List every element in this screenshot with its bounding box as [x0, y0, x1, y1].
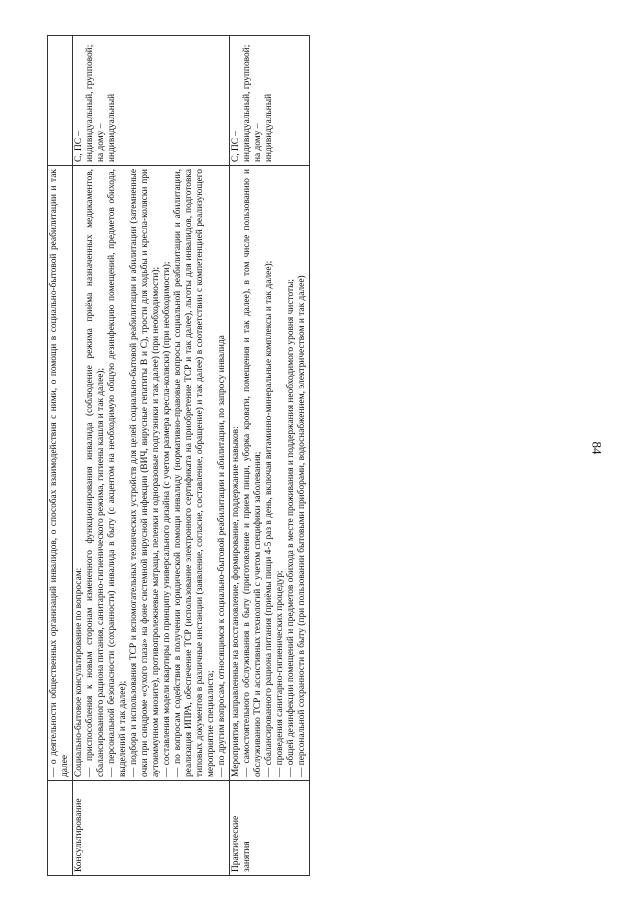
- form-line: индивидуальный, групповой;: [85, 44, 95, 162]
- content-item: — составления модели квартиры по принципу универсального дизайна (с учетом размера кресла-коляски) (при необходимости);: [162, 261, 172, 777]
- form-line: на дому –: [96, 123, 106, 162]
- form-cell: [48, 36, 73, 166]
- content-item: — о деятельности общественных организаций инвалидов, о способах взаимодействия с ними, о помощи в социально-бытовой реабилитации и так далее: [49, 169, 70, 777]
- page-number: 84: [589, 441, 605, 455]
- content-item: — по вопросам содействия в получении юридической помощи инвалиду (нормативно-правовые вопросы социальной реабилитации и абилитации, реализация ИПРА, обеспечение ТСР (использование электронного сертификата на приобретение ТСР и так далее), льготы для инвалидов, подготовка типовых документов в различные инстанции (заявление, согласие, составление, обращение) и так далее) в соответствии с компетенцией реализующего мероприятие специалиста;: [173, 169, 216, 777]
- rehabilitation-table: [47, 35, 310, 876]
- table-row: [48, 36, 73, 876]
- rotated-page-content: [47, 16, 592, 876]
- content-item: — проведения санитарно-гигиенических процедур;: [275, 570, 285, 777]
- content-item: — подбора и использования ТСР и вспомогательных технических устройств для целей социально-бытовой реабилитации и абилитации (затемненные очки при синдроме «сухого глаза» на фоне системной вирусной инфекции (ВИЧ, вирусные гепатиты В и С), трости для ходьбы и кресла-коляски при аутоиммунном миозите), противопролежневые матрацы, пеленки и одноразовые подгузники и так далее) (при необходимости);: [129, 169, 161, 777]
- form-line: индивидуальный, групповой;: [242, 44, 252, 162]
- content-item: — персональной сохранности в быту (при пользовании бытовыми приборами, водоснабжением, электричеством и так далее): [297, 275, 307, 777]
- measure-name-cell: [48, 781, 73, 876]
- measure-name-cell: Консультирование: [73, 781, 230, 876]
- measure-content-cell: [230, 166, 310, 781]
- form-line: на дому –: [253, 123, 263, 162]
- content-item: — приспособления к новым сторонам измененного функционирования инвалида (соблюдение режима приёма назначенных медикаментов, сбалансированного рациона питания, санитарно-гигиенического режима, гигиены кашля и так далее);: [85, 169, 106, 777]
- content-item: — общей дезинфекции помещений и предметов обихода в месте проживания и поддержания необходимого уровня чистоты;: [286, 278, 296, 777]
- form-cell: [230, 36, 310, 166]
- measure-content-cell: [48, 166, 73, 781]
- content-item: Мероприятия, направленные на восстановление, формирование, поддержание навыков:: [231, 426, 241, 777]
- content-item: — сбалансированного рациона питания (приёмы пищи 4-5 раз в день, включая витаминно-минеральные комплексы и так далее);: [264, 260, 274, 777]
- form-line: С, ПС –: [74, 131, 84, 162]
- content-item: — по другим вопросам, относящимся к социально-бытовой реабилитации и абилитации, по запросу инвалида: [217, 335, 227, 777]
- form-line: С, ПС –: [231, 131, 241, 162]
- form-line: индивидуальный: [264, 93, 274, 162]
- measure-name-cell: Практические занятия: [230, 781, 310, 876]
- table-row: [73, 36, 230, 876]
- content-item: Социально-бытовое консультирование по вопросам:: [74, 567, 84, 777]
- table-row: [230, 36, 310, 876]
- form-cell: [73, 36, 230, 166]
- form-line: индивидуальный: [107, 93, 117, 162]
- content-item: — самостоятельного обслуживания в быту (приготовление и прием пищи, уборка кровати, помещения и так далее), в том числе пользованию и обслуживанию ТСР и ассистивных технологий с учетом специфики заболевания;: [242, 169, 263, 777]
- measure-content-cell: [73, 166, 230, 781]
- content-item: — персональной безопасности (сохранности) инвалида в быту (с акцентом на необходимую общую дезинфекцию помещений, предметов обихода, выделений и так далее);: [107, 169, 128, 777]
